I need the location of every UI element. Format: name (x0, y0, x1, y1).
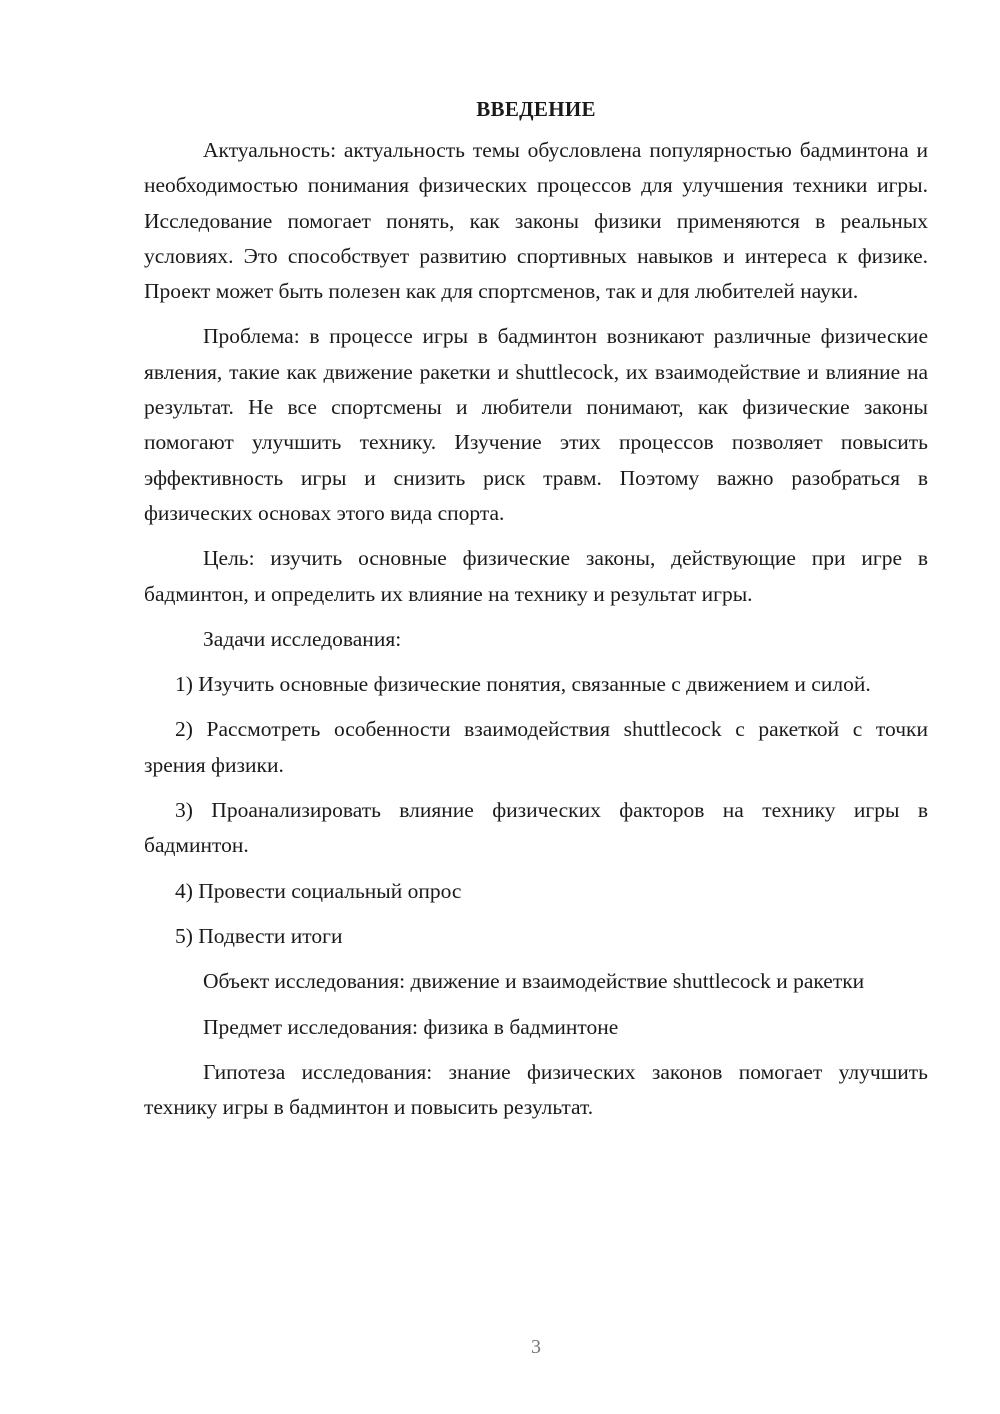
research-subject-paragraph: Предмет исследования: физика в бадминтоне (203, 1014, 619, 1039)
task-item-1: 1) Изучить основные физические понятия, связанные с движением и силой. (175, 672, 871, 697)
document-page (144, 92, 928, 1135)
section-heading: ВВЕДЕНИЕ (476, 97, 596, 121)
page-number: 3 (531, 1336, 541, 1358)
hypothesis-paragraph: Гипотеза исследования: знание физических законов помогает улучшить технику игры в бадминтон и повысить результат. (144, 1059, 928, 1120)
research-object-paragraph: Объект исследования: движение и взаимодействие shuttlecock и ракетки (203, 969, 865, 994)
goal-paragraph: Цель: изучить основные физические законы, действующие при игре в бадминтон, и определить их влияние на технику и результат игры. (144, 546, 928, 606)
task-item-2: 2) Рассмотреть особенности взаимодействия shuttlecock с ракеткой с точки зрения физики. (144, 717, 928, 777)
relevance-paragraph: Актуальность: актуальность темы обусловлена популярностью бадминтона и необходимостью понимания физических процессов для улучшения техники игры. Исследование помогает понять, как законы физики применяются в реальных условиях. Это способствует развитию спортивных навыков и интереса к физике. Проект может быть полезен как для спортсменов, так и для любителей науки. (144, 138, 928, 304)
task-item-5: 5) Подвести итоги (175, 923, 343, 948)
task-item-3: 3) Проанализировать влияние физических факторов на технику игры в бадминтон. (144, 798, 928, 858)
task-item-4: 4) Провести социальный опрос (175, 878, 462, 903)
problem-paragraph: Проблема: в процессе игры в бадминтон возникают различные физические явления, такие как движение ракетки и shuttlecock, их взаимодействие и влияние на результат. Не все спортсмены и любители понимают, как физические законы помогают улучшить технику. Изучение этих процессов позволяет повысить эффективность игры и снизить риск травм. Поэтому важно разобраться в физических основах этого вида спорта. (144, 324, 928, 525)
tasks-heading: Задачи исследования: (203, 626, 402, 651)
